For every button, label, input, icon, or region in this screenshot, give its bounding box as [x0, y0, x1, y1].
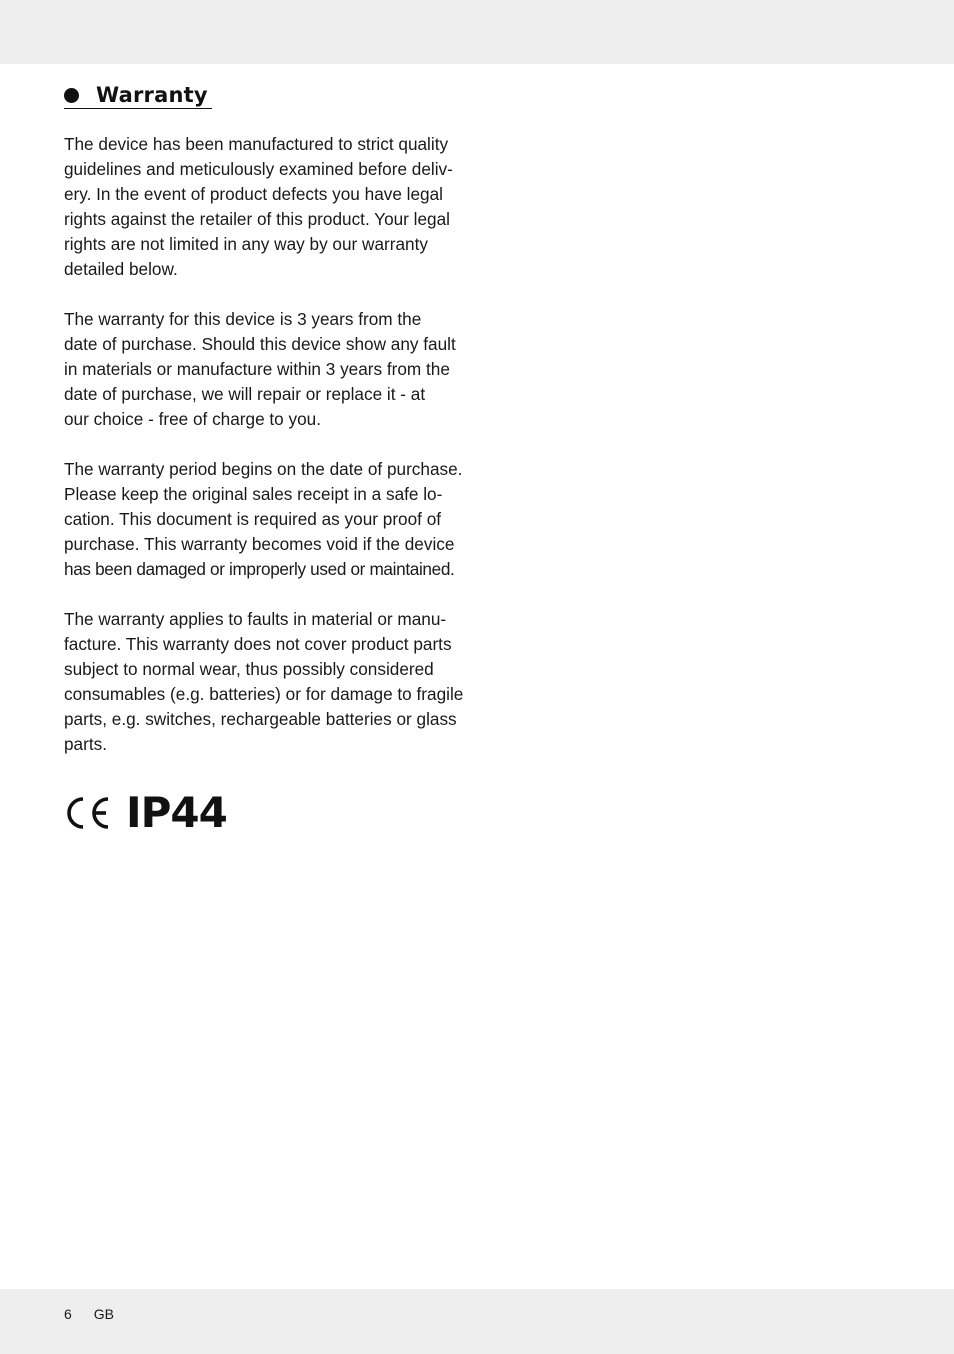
bottom-band	[0, 1289, 954, 1354]
top-band	[0, 0, 954, 64]
language-code: GB	[93, 1306, 115, 1322]
text-line: rights are not limited in any way by our warranty	[64, 234, 428, 254]
text-line: cation. This document is required as your proof of	[64, 509, 442, 529]
bullet-icon	[64, 88, 79, 103]
heading-underline	[64, 108, 212, 109]
text-line: parts.	[64, 734, 107, 754]
ce-mark-icon	[64, 796, 110, 830]
text-line: rights against the retailer of this product. Your legal	[64, 209, 450, 229]
text-line: The warranty for this device is 3 years from the	[64, 309, 422, 329]
paragraph-warranty-period	[64, 457, 466, 582]
text-line: subject to normal wear, thus possibly considered	[64, 659, 434, 679]
paragraph-warranty-scope	[64, 607, 466, 757]
text-line: facture. This warranty does not cover product parts	[64, 634, 452, 654]
text-line: purchase. This warranty becomes void if the device	[64, 534, 455, 554]
section-title: Warranty	[96, 83, 208, 107]
text-line: detailed below.	[64, 259, 178, 279]
paragraph-legal-rights	[64, 132, 466, 282]
text-line: date of purchase, we will repair or replace it - at	[64, 384, 426, 404]
text-line: our choice - free of charge to you.	[64, 409, 321, 429]
text-line: Please keep the original sales receipt in a safe lo-	[64, 484, 443, 504]
page-footer	[64, 1304, 114, 1324]
certification-marks	[64, 787, 227, 839]
text-line: The device has been manufactured to strict quality	[64, 134, 449, 154]
text-line: The warranty period begins on the date of purchase.	[64, 459, 463, 479]
text-line: parts, e.g. switches, rechargeable batteries or glass	[64, 709, 457, 729]
text-line: in materials or manufacture within 3 years from the	[64, 359, 450, 379]
text-line: consumables (e.g. batteries) or for damage to fragile	[64, 684, 464, 704]
section-heading	[64, 80, 208, 110]
text-line: guidelines and meticulously examined before deliv-	[64, 159, 453, 179]
ip-rating-label: IP44	[126, 788, 227, 837]
text-line: ery. In the event of product defects you have legal	[64, 184, 443, 204]
text-line: has been damaged or improperly used or maintained.	[64, 559, 455, 579]
paragraph-warranty-term	[64, 307, 466, 432]
text-line: The warranty applies to faults in material or manu-	[64, 609, 447, 629]
body-text	[64, 132, 466, 782]
page-number: 6	[64, 1306, 72, 1322]
text-line: date of purchase. Should this device show any fault	[64, 334, 456, 354]
